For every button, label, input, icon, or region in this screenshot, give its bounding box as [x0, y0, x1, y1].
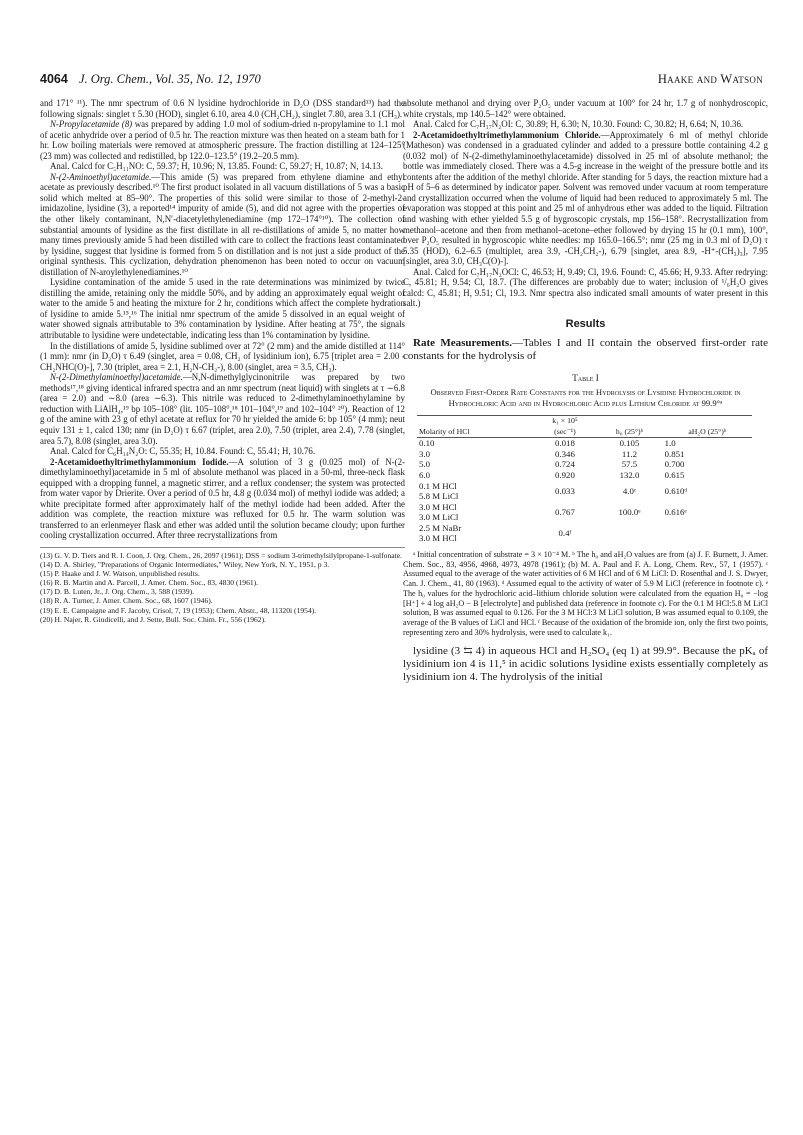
- text-ammonium-iodide: —A solution of 3 g (0.025 mol) of N-(2-dimethylaminoethyl)acetamide in 5 ml of absolute methanol was placed in a 50-ml, three-neck flask equipped with a dropping funnel, a magnetic stirrer, and a reflux condenser; the system was protected from water vapor by Drierite. Over a period of 0.5 hr, 4.8 g (0.034 mol) of methyl iodide was added; a white precipitate formed after approximately half of the methyl iodide had been added. After the addition was complete, the reaction mixture was refluxed for 0.5 hr. The warm solution was transferred to an erlenmeyer flask and ether was added until the solution became cloudy; upon further cooling crystallization occurred. After three recrystallizations from: [40, 456, 405, 541]
- table-row: [417, 459, 752, 470]
- footnotes: [40, 547, 405, 624]
- paragraph-aminoethylacetamide: [40, 172, 405, 277]
- table-row: [417, 438, 752, 449]
- heading-rate-measurements: Rate Measurements.: [413, 337, 512, 350]
- cell-water-activity: 1.0: [663, 438, 752, 449]
- cell-rate: 0.033: [555, 485, 575, 496]
- footnote: (15) P. Haake and J. W. Watson, unpublished results.: [40, 569, 200, 579]
- paragraph-distillations: In the distillations of amide 5, lysidine sublimed over at 72° (2 mm) and the amide distilled at 114° (1 mm): nmr (in D₂O) τ 6.49 (singlet, area = 0.08, CH₂ of lysidinium ion), 6.75 [triplet area = 2.00 -CH₂NHC(O)-], 7.30 (triplet, area = 2.1, H₂N-CH₂-), 8.00 (singlet, area = 3.5, CH₃).: [40, 340, 405, 372]
- cell-molarity-group: [417, 502, 534, 523]
- cell-rate: 0.920: [555, 469, 575, 480]
- cell-molarity-line: 3.0 M HCl: [419, 533, 457, 544]
- page-number: 4064: [40, 72, 68, 86]
- cell-water-activity: 0.700: [664, 459, 685, 470]
- text-dimethylaminoethylacetamide: —N,N-dimethylglycinonitrile was prepared by two methods¹⁷,¹⁸ giving identical infrared spectra and an nmr spectrum (neat liquid) with singlets at τ ∼6.8 (area = 2.0) and ∼8.0 (area ∼6.3). This nitrile was reduced to 2-dimethylaminoethylamine by reduction with LiAlH₄,¹⁹ bp 105–108° (lit. 105–108°,¹⁸ 101–104°,¹⁹ and 102–104° ²⁰). Reaction of 12 g of the amine with 23 g of ethyl acetate at reflux for 70 hr yielded the amide 6: bp 105° (4 mm); neut equiv 131 ± 1, calcd 130; nmr (in D₂O) τ 6.67 (triplet, area 2.0), 7.50 (triplet, area 2.4), 7.78 (singlet, area 5.7), 8.08 (singlet, area 3.0).: [40, 372, 405, 446]
- cell-molarity-line: 0.1 M HCl: [419, 480, 457, 491]
- cell-rate: 0.018: [534, 438, 597, 449]
- heading-dimethylaminoethylacetamide: N-(2-Dimethylaminoethyl)acetamide.: [50, 372, 183, 383]
- cell-molarity-line: 5.8 M LiCl: [419, 491, 459, 502]
- paragraph-lysidine-hydrolysis: lysidine (3 ⇆ 4) in aqueous HCl and H₂SO₄ (eq 1) at 99.9°. Because the pKₐ of lysidinium ion 4 is 11,⁵ in acidic solutions lysidine exists essentially completely as lysidinium ion 4. The hydrolysis of the initial: [403, 645, 768, 684]
- cell-h0: 100.0ᵉ: [618, 506, 641, 517]
- table-footnotes: [403, 550, 768, 637]
- cell-h0: 11.2: [621, 448, 637, 459]
- footnote: (18) R. A. Turner, J. Amer. Chem. Soc., 68, 1607 (1946).: [40, 596, 213, 606]
- cell-molarity-group: [417, 523, 534, 544]
- footnote: (13) G. V. D. Tiers and R. I. Coon, J. Org. Chem., 26, 2097 (1961); DSS = sodium 3-trimethylsilylpropane-1-sulfonate.: [40, 550, 403, 560]
- cell-rate: 0.4ᶠ: [558, 528, 572, 539]
- cell-molarity-line: 2.5 M NaBr: [419, 522, 462, 533]
- cell-molarity: 0.10: [417, 438, 534, 449]
- running-head: [40, 72, 763, 90]
- cell-molarity: 6.0: [419, 469, 430, 480]
- table-footnote-text: ᵃ Initial concentration of substrate = 3 × 10⁻⁴ M. ᵇ The h₀ and aH₂O values are from (a) J. F. Burnett, J. Amer. Chem. Soc., 83, 4956, 4968, 4973, 4978 (1961); (b) M. A. Paul and F. A. Long, Chem. Rev., 57, 1 (1957). ᶜ Assumed equal to the average of the water activities of 6 M HCl and of 6 M LiCl: D. Rosenthal and J. S. Dwyer, Can. J. Chem., 41, 80 (1963). ᵈ Assumed equal to the activity of water of 5.9 M LiCl (reference in footnote c). ᵉ The h₀ values for the hydrochloric acid–lithium chloride solution were calculated from the equation H₀ = −log [H⁺] + 4 log aH₂O − B [electrolyte] and published data (reference in footnote c). For the 0.1 M HCl:5.8 M LiCl solution, B was assumed equal to 0.126. For the 3 M HCl:3 M LiCl solution, B was assumed equal to 0.109, the average of the B values of LiCl and HCl. ᶠ Because of the oxidation of the bromide ion, only the first two points, representing zero and 30% hydrolysis, were used to calculate k₁.: [403, 550, 768, 637]
- paragraph-propylacetamide: [40, 119, 405, 161]
- cell-molarity-group: [417, 481, 534, 502]
- header-rate-constant: [534, 416, 597, 438]
- cell-rate: 0.767: [555, 506, 575, 517]
- text-aminoethylacetamide: —This amide (5) was prepared from ethylene diamine and ethyl acetate as previously described.¹⁰ The first product isolated in all vacuum distillations of 5 was a basic solid which melted at 85–90°. The properties of this solid were similar to those of 2-methyl-2-imidazoline, lysidine (3), a reported¹⁴ impurity of amide (5), and did not agree with the properties of the other likely contaminant, N,N′-diacetylethylenediamine (mp 172–174°¹⁰). The collection of substantial amounts of lysidine as the first distillate in all re-distillations of amide 5, no matter how many times previously amide 5 had been distilled with care to collect the fractions least contaminated by lysidine, suggest that lysidine is formed from 5 on distillation and is not just a side product of the original synthesis. This cyclization, dehydration phenomenon has been noted to occur on vacuum distillation of N-aroylethylenediamines.¹⁰: [40, 171, 405, 277]
- heading-aminoethylacetamide: N-(2-Aminoethyl)acetamide.: [50, 171, 152, 182]
- paragraph-ammonium-chloride: [403, 130, 768, 267]
- footnote: (20) H. Najer, R. Giudicelli, and J. Sette, Bull. Soc. Chim. Fr., 556 (1962).: [40, 614, 267, 624]
- paragraph-iodide-continued: absolute methanol and drying over P₂O₅ under vacuum at 100° for 24 hr, 1.7 g of nonhydroscopic, white crystals, mp 140.5–142° were obtained.: [403, 98, 768, 119]
- table-row: [417, 470, 752, 481]
- paragraph-dimethylaminoethylacetamide: [40, 372, 405, 446]
- cell-rate: 0.724: [555, 459, 575, 470]
- cell-h0: [596, 523, 662, 544]
- left-column: [40, 98, 405, 624]
- paragraph-lysidine-contamination: Lysidine contamination of the amide 5 used in the rate determinations was minimized by twice distilling the amide, retaining only the middle 50%, and by adding an approximately equal weight of water to the amide 5 and heating the mixture for 2 hr, conditions which affect the complete hydration of lysidine to amide 5.¹⁵,¹⁶ The initial nmr spectrum of the amide 5 dissolved in an equal weight of water showed signals attributable to 3% contamination by lysidine. After heating at 75°, the signals attributable to lysidine were undetectable, indicating less than 1% contamination by lysidine.: [40, 277, 405, 341]
- footnote: (14) D. A. Shirley, "Preparations of Organic Intermediates," Wiley, New York, N. Y., 1951, p 3.: [40, 560, 330, 570]
- cell-h0: 57.5: [621, 459, 638, 470]
- cell-molarity-line: 3.0 M HCl: [419, 501, 457, 512]
- table-title: Observed First-Order Rate Constants for the Hydrolysis of Lysidine Hydrochloride in Hydrochloric Acid and in Hydrochloric Acid plus Lithium Chloride at 99.9°ᵃ: [430, 387, 741, 409]
- table-row: [417, 449, 752, 460]
- running-head-left: [40, 72, 261, 87]
- section-heading-results: Results: [565, 317, 606, 330]
- cell-water-activity: 0.610ᵈ: [664, 485, 688, 496]
- cell-h0: 0.105: [596, 438, 662, 449]
- analysis-dimethylaminoethylacetamide: Anal. Calcd for C₆H₁₄N₂O: C, 55.35; H, 10.84. Found: C, 55.41; H, 10.76.: [50, 446, 316, 457]
- header-rate-constant-top: k₁ × 10⁵: [552, 416, 578, 426]
- cell-water-activity: 0.616ᵉ: [664, 506, 687, 517]
- table-row: [417, 523, 752, 544]
- header-rate-constant-unit: (sec⁻¹): [554, 426, 576, 436]
- paragraph-rate-measurements: [403, 337, 768, 363]
- header-water-activity: aH₂O (25°)ᵇ: [663, 416, 752, 438]
- analysis-ammonium-iodide: Anal. Calcd for C₇H₁₇N₂OI: C, 30.89; H, 6.30; N, 10.30. Found: C, 30.82; H, 6.64; N, 10.36.: [413, 119, 744, 130]
- text-propylacetamide: was prepared by adding 1.0 mol of sodium-dried n-propylamine to 1.1 mol of acetic anhydride over a period of 0.5 hr. The reaction mixture was then heated on a steam bath for 1 hr. Low boiling materials were removed at atmospheric pressure. The fraction distilling at 124–125° (23 mm) was collected and redistilled, bp 122.0–123.5° (19.2–20.5 mm).: [40, 119, 405, 161]
- heading-ammonium-chloride: 2-Acetamidoethyltrimethylammonium Chloride.: [413, 129, 601, 140]
- paragraph-ammonium-iodide: [40, 457, 405, 541]
- heading-propylacetamide: N-Propylacetamide (8): [50, 119, 133, 130]
- right-column: [403, 98, 768, 684]
- table-label: Table I: [572, 373, 599, 384]
- footnote: (16) R. B. Martin and A. Parcell, J. Amer. Chem. Soc., 83, 4830 (1961).: [40, 578, 259, 588]
- header-molarity: Molarity of HCl: [417, 416, 534, 438]
- cell-molarity-line: 3.0 M LiCl: [419, 512, 459, 523]
- cell-rate: 0.346: [555, 448, 575, 459]
- table-row: [417, 481, 752, 502]
- cell-water-activity: 0.615: [664, 469, 685, 480]
- cell-h0: 4.0ᶜ: [622, 485, 637, 496]
- heading-ammonium-iodide: 2-Acetamidoethyltrimethylammonium Iodide.: [50, 456, 229, 467]
- footnote: (17) D. B. Luten, Jr., J. Org. Chem., 3, 588 (1939).: [40, 587, 195, 597]
- cell-molarity: 5.0: [419, 459, 430, 470]
- text-ammonium-chloride: —Approximately 6 ml of methyl chloride (Matheson) was condensed in a graduated cylinder and added to a pressure bottle containing 4.2 g (0.032 mol) of N-(2-dimethylaminoethylacetamide) dissolved in 25 ml of absolute methanol; the bottle was immediately closed. There was a 4.5-g increase in the weight of the pressure bottle and its contents after the addition of the methyl chloride. After standing for 5 days, the reaction mixture had a pH of 5–6 as determined by indicator paper. Solvent was removed under vacuum at room temperature and crystallization occurred when the volume of liquid had been reduced to approximately 5 ml. The evaporation was stopped at this point and 25 ml of anhydrous ether was added to the liquid. Filtration and washing with ether yielded 5.5 g of hygroscopic crystals, mp 156–158°. Recrystallization from methanol–acetone and then from methanol–acetone–ether followed by drying 15 hr (0.1 mm), 100°, over P₂O₅ resulted in hygroscopic white needles: mp 165.0–166.5°; nmr (25 mg in 0.3 ml of D₂O) τ 5.35 (HOD), 6.2–6.5 (multiplet, area 3.9, -CH₂CH₂-), 6.79 [singlet, area 8.9, -H⁺-(CH₃)₃], 7.95 [singlet, area 3.0, CH₃C(O)-].: [403, 129, 768, 267]
- running-head-authors: Haake and Watson: [657, 72, 763, 86]
- journal-citation: J. Org. Chem., Vol. 35, No. 12, 1970: [78, 72, 261, 86]
- paragraph-nmr-lysidine: and 171° ¹¹). The nmr spectrum of 0.6 N lysidine hydrochloride in D₂O (DSS standard¹³) had the following signals: singlet τ 5.30 (HOD), singlet 6.10, area 4.0 (CH₂CH₂), singlet 7.80, area 3.1 (CH₃).: [40, 98, 405, 119]
- analysis-ammonium-chloride: Anal. Calcd for C₇H₁₇N₂OCl: C, 46.53; H, 9.49; Cl, 19.6. Found: C, 45.66; H, 9.33. After redrying: C, 45.81; H, 9.54; Cl, 18.7. (The differences are probably due to water; inclusion of ¹/₆H₂O gives calcd: C, 45.81; H, 9.51; Cl, 19.3. Nmr spectra also indicated small amounts of water present in this salt.): [403, 266, 768, 309]
- text-rate-measurements: —Tables I and II contain the observed first-order rate constants for the hydrolysis of: [403, 337, 768, 363]
- table-row: [417, 502, 752, 523]
- header-h0: h₀ (25°)ᵇ: [596, 416, 662, 438]
- rate-constant-table: [417, 415, 752, 544]
- cell-water-activity: 0.851: [664, 448, 685, 459]
- footnote: (19) E. E. Campaigne and F. Jacoby, Crisol, 7, 19 (1953); Chem. Abstr., 48, 11320i (1954).: [40, 605, 317, 615]
- cell-water-activity: [663, 523, 752, 544]
- cell-h0: 132.0: [619, 469, 640, 480]
- analysis-propylacetamide: Anal. Calcd for C₅H₁₁NO: C, 59.37; H, 10.96; N, 13.85. Found: C, 59.27; H, 10.87; N, 14.13.: [50, 161, 383, 172]
- table-header-row: [417, 416, 752, 438]
- cell-molarity: 3.0: [419, 448, 430, 459]
